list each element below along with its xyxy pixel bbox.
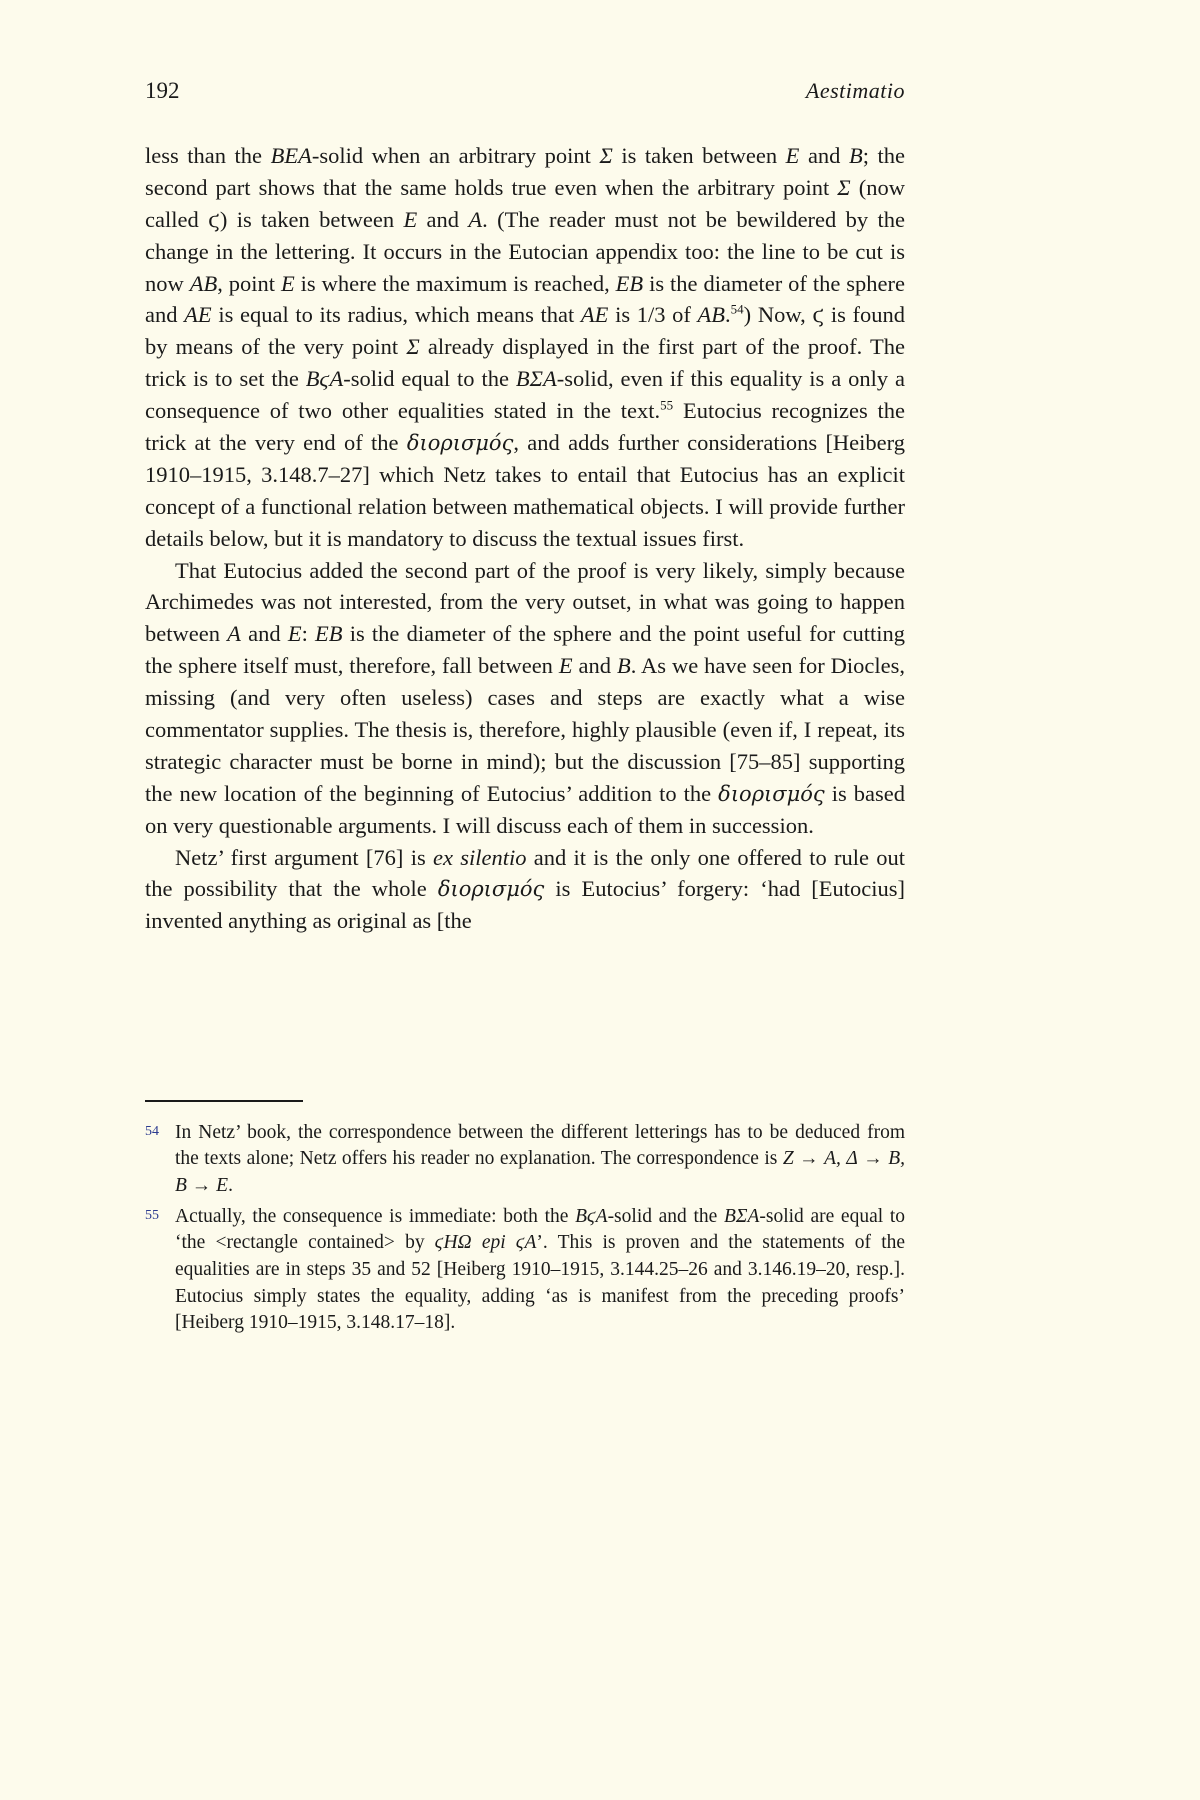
paragraph-3: Netz’ first argument [76] is ex silentio and it is the only one offered to rule out the possibility that the whole διορισμός is Eutocius’ forgery: ‘had [Eutocius] invented anything as original as [the (145, 844, 905, 934)
footnote-55 (145, 1204, 905, 1338)
running-head (145, 78, 905, 104)
footnote-number: 55 (145, 1207, 159, 1223)
footnote-54 (145, 1120, 905, 1200)
body-text (145, 140, 905, 937)
footnote-number: 54 (145, 1123, 159, 1139)
footnote-text: In Netz’ book, the correspondence between the different letterings has to be deduced from the texts alone; Netz offers his reader no explanation. The correspondence is Z → A, Δ → B, B → E. (175, 1121, 906, 1196)
footnotes-section (145, 1100, 905, 1341)
paragraph-1: less than the BEA-solid when an arbitrary point Σ is taken between E and B; the second part shows that the same holds true even when the arbitrary point Σ (now called ϛ) is taken between E and A. (The reader must not be bewildered by the change in the lettering. It occurs in the Eutocian appendix too: the line to be cut is now AB, point E is where the maximum is reached, EB is the diameter of the sphere and AE is equal to its radius, which means that AE is 1/3 of AB.$^{54}$) Now, ϛ is found by means of the very point Σ already displayed in the first part of the proof. The trick is to set the BϛA-solid equal to the BΣA-solid, even if this equality is a only a consequence of two other equalities stated in the text.$^{55}$ Eutocius recognizes the trick at the very end of the διορισμός, and adds further considerations [Heiberg 1910–1915, 3.148.7–27] which Netz takes to entail that Eutocius has an explicit concept of a functional relation between mathematical objects. I will provide further details below, but it is mandatory to discuss the textual issues first. (145, 143, 905, 551)
footnote-text: Actually, the consequence is immediate: both the BϛA-solid and the BΣA-solid are equal to ‘the <rectangle contained> by ϛHΩ epi ϛA’. This is proven and the statements of the equalities are in steps 35 and 52 [Heiberg 1910–1915, 3.144.25–26 and 3.146.19–20, resp.]. Eutocius simply states the equality, adding ‘as is manifest from the preceding proofs’ [Heiberg 1910–1915, 3.148.17–18]. (175, 1205, 906, 1334)
paragraph-2: That Eutocius added the second part of the proof is very likely, simply because Archimedes was not interested, from the very outset, in what was going to happen between A and E: EB is the diameter of the sphere and the point useful for cutting the sphere itself must, therefore, fall between E and B. As we have seen for Diocles, missing (and very often useless) cases and steps are exactly what a wise commentator supplies. The thesis is, therefore, highly plausible (even if, I repeat, its strategic character must be borne in mind); but the discussion [75–85] supporting the new location of the beginning of Eutocius’ addition to the διορισμός is based on very questionable arguments. I will discuss each of them in succession. (145, 557, 905, 838)
page-number: 192 (145, 78, 180, 103)
footnote-rule (145, 1100, 303, 1102)
page-content (145, 78, 905, 937)
journal-title: Aestimatio (805, 78, 905, 103)
